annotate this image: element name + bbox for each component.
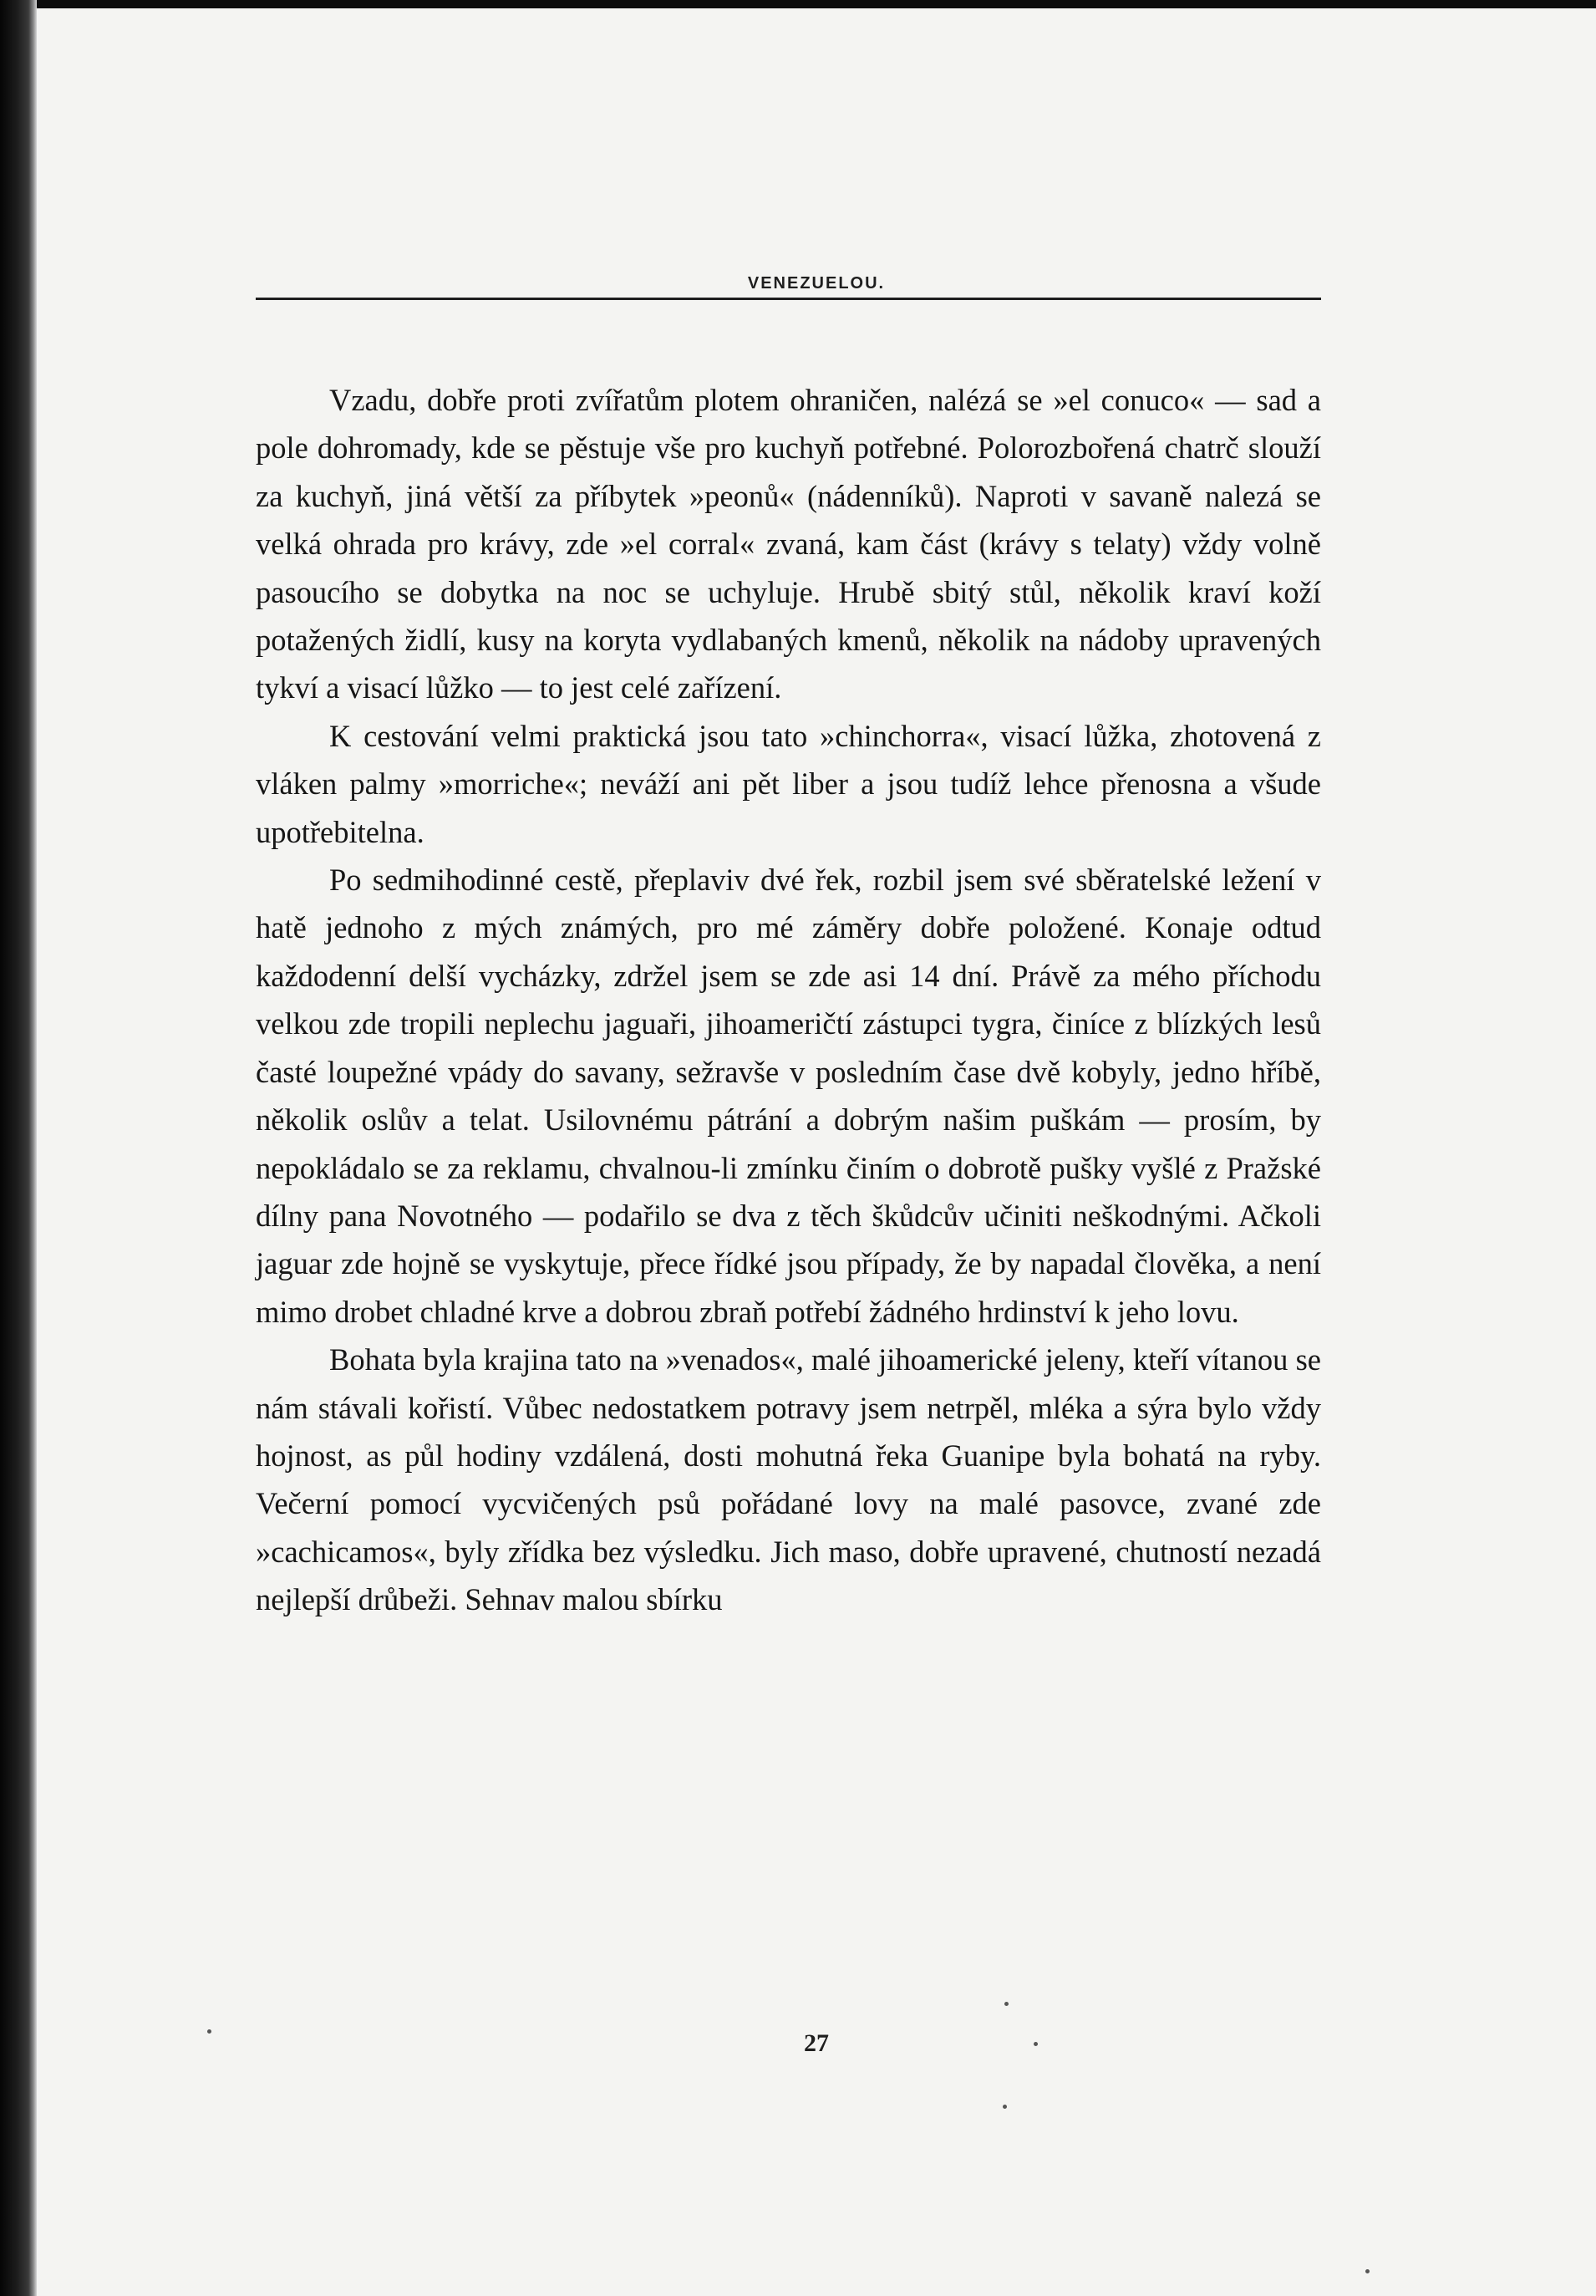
scan-speck: [1004, 2002, 1009, 2006]
header-rule: [256, 298, 1321, 300]
scan-border-left: [0, 0, 37, 2296]
book-page: [37, 8, 1596, 2296]
paragraph: Vzadu, dobře proti zvířatům plotem ohraničen, nalézá se »el conuco« — sad a pole dohromady, kde se pěstuje vše pro kuchyň potřebné. Polorozbořená chatrč slouží za kuchyň, jiná větší za příbytek »peonů« (nádenníků). Naproti v savaně nalezá se velká ohrada pro krávy, zde »el corral« zvaná, kam část (krávy s telaty) vždy volně pasoucího se dobytka na noc se uchyluje. Hrubě sbitý stůl, několik kraví koží potažených židlí, kusy na koryta vydlabaných kmenů, několik na nádoby upravených tykví a visací lůžko — to jest celé zařízení.: [256, 383, 1321, 705]
scan-speck: [1003, 2105, 1007, 2109]
page-number: 27: [804, 2029, 829, 2057]
scan-speck: [1365, 2269, 1370, 2273]
paragraph: Po sedmihodinné cestě, přeplaviv dvé řek, rozbil jsem své sběratelské ležení v hatě jednoho z mých známých, pro mé záměry dobře položené. Konaje odtud každodenní delší vycházky, zdržel jsem se zde asi 14 dní. Právě za mého příchodu velkou zde tropili neplechu jaguaři, jihoameričtí zástupci tygra, činíce z blízkých lesů časté loupežné vpády do savany, sežravše v posledním čase dvě kobyly, jedno hříbě, několik oslův a telat. Usilovnému pátrání a dobrým našim puškám — prosím, by nepokládalo se za reklamu, chvalnou-li zmínku činím o dobrotě pušky vyšlé z Pražské dílny pana Novotného — podařilo se dva z těch škůdcův učiniti neškodnými. Ačkoli jaguar zde hojně se vyskytuje, přece řídké jsou případy, že by napadal člověka, a není mimo drobet chladné krve a dobrou zbraň potřebí žádného hrdinství k jeho lovu.: [256, 863, 1321, 1329]
body-text: [256, 376, 1321, 1624]
paragraph: K cestování velmi praktická jsou tato »chinchorra«, visací lůžka, zhotovená z vláken palmy »morriche«; neváží ani pět liber a jsou tudíž lehce přenosna a všude upotřebitelna.: [256, 718, 1321, 849]
scan-speck: [207, 2029, 211, 2034]
scan-speck: [1034, 2042, 1038, 2046]
running-head: VENEZUELOU.: [747, 274, 886, 293]
paragraph: Bohata byla krajina tato na »venados«, malé jihoamerické jeleny, kteří vítanou se nám stávali kořistí. Vůbec nedostatkem potravy jsem netrpěl, mléka a sýra bylo vždy hojnost, as půl hodiny vzdálená, dosti mohutná řeka Guanipe byla bohatá na ryby. Večerní pomocí vycvičených psů pořádané lovy na malé pasovce, zvané zde »cachicamos«, byly zřídka bez výsledku. Jich maso, dobře upravené, chutností nezadá nejlepší drůbeži. Sehnav malou sbírku: [256, 1342, 1321, 1617]
scan-border-top: [0, 0, 1596, 8]
